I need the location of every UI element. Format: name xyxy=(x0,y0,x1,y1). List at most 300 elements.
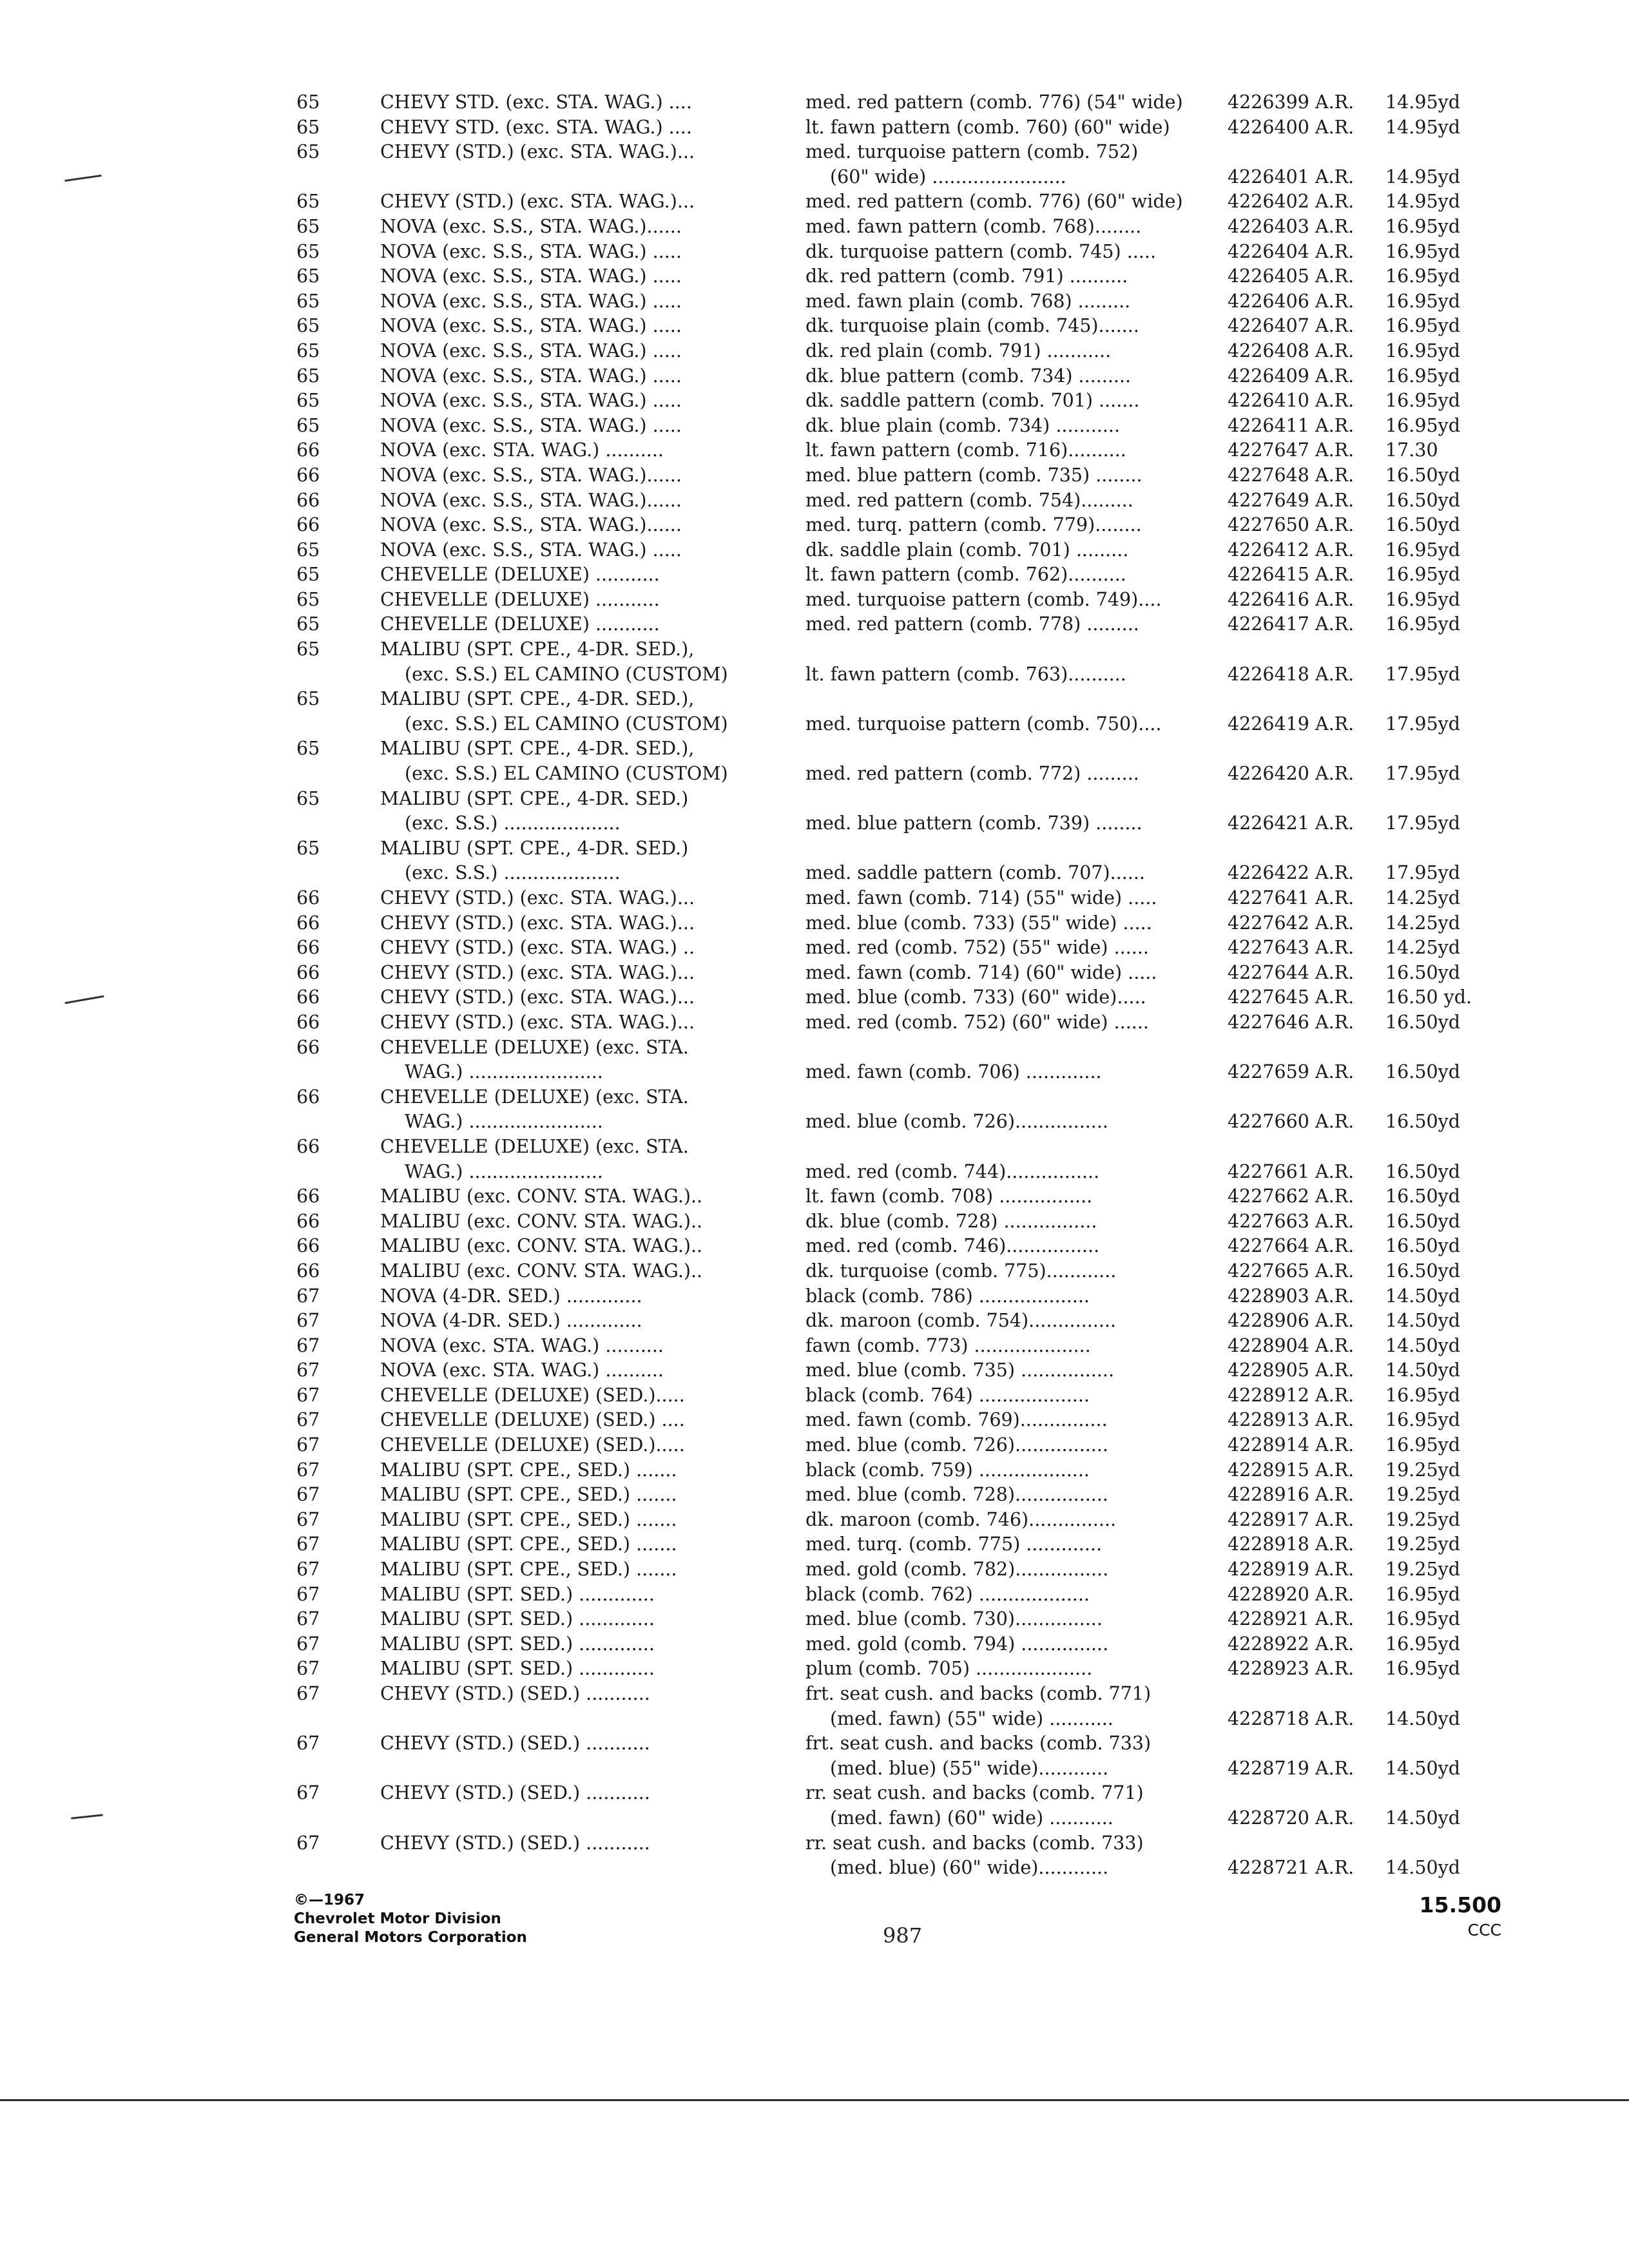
model-line: CHEVELLE (DELUXE) (SED.) .... xyxy=(380,1409,685,1431)
part-number: 4226400 A.R. xyxy=(1228,116,1354,138)
price-cell xyxy=(1385,985,1521,1010)
table-row xyxy=(296,612,1521,637)
spacer xyxy=(1228,1831,1385,1856)
table-row xyxy=(296,1408,1521,1433)
description-cell xyxy=(805,736,1228,786)
year-cell xyxy=(296,389,380,414)
year-cell xyxy=(296,787,380,836)
description-line: dk. red pattern (comb. 791) .......... xyxy=(805,265,1128,287)
spacer xyxy=(1228,140,1385,165)
model-line: MALIBU (SPT. CPE., SED.) ....... xyxy=(380,1533,677,1555)
price-value: 16.95yd xyxy=(1385,315,1460,337)
price-value: 14.50yd xyxy=(1385,1310,1460,1332)
model-line: MALIBU (SPT. CPE., SED.) ....... xyxy=(380,1559,677,1581)
description-cell xyxy=(805,463,1228,488)
table-row xyxy=(296,588,1521,613)
spacer xyxy=(1228,1035,1385,1061)
price-value: 14.25yd xyxy=(1385,887,1460,908)
table-row xyxy=(296,389,1521,414)
price-value: 16.95yd xyxy=(1385,1583,1460,1605)
model-line: CHEVY (STD.) (exc. STA. WAG.) .. xyxy=(380,937,695,959)
price-cell xyxy=(1385,364,1521,389)
section-number: 15.500 xyxy=(1419,1892,1501,1917)
year-cell xyxy=(296,886,380,911)
spacer xyxy=(1385,687,1521,712)
part-number: 4228916 A.R. xyxy=(1228,1484,1354,1506)
description-cell xyxy=(805,389,1228,414)
spacer xyxy=(805,1135,1228,1160)
description-cell xyxy=(805,1209,1228,1235)
part-number: 4227643 A.R. xyxy=(1228,937,1354,959)
price-value: 16.95yd xyxy=(1385,290,1460,312)
description-line: fawn (comb. 773) .................... xyxy=(805,1334,1091,1356)
table-row xyxy=(296,1383,1521,1408)
model-cell xyxy=(380,189,805,215)
model-cell xyxy=(380,1309,805,1334)
spacer xyxy=(1385,787,1521,812)
spacer xyxy=(1228,1135,1385,1160)
model-cell xyxy=(380,289,805,314)
description-cell xyxy=(805,1483,1228,1508)
part-number: 4226403 A.R. xyxy=(1228,215,1354,237)
part-number-cell xyxy=(1228,1458,1385,1483)
table-row xyxy=(296,513,1521,538)
part-number-cell xyxy=(1228,1781,1385,1831)
table-row xyxy=(296,1259,1521,1284)
model-line: MALIBU (SPT. SED.) ............. xyxy=(380,1658,655,1680)
price-cell xyxy=(1385,414,1521,439)
description-line: dk. maroon (comb. 746)............... xyxy=(805,1508,1117,1530)
part-number-cell xyxy=(1228,189,1385,215)
description-line: lt. fawn pattern (comb. 716).......... xyxy=(805,439,1126,461)
price-value: 16.50yd xyxy=(1385,961,1460,983)
part-number: 4228922 A.R. xyxy=(1228,1633,1354,1655)
price-value: 14.50yd xyxy=(1385,1285,1460,1307)
year-value: 65 xyxy=(296,91,320,113)
year-value: 66 xyxy=(296,439,320,461)
year-value: 65 xyxy=(296,340,320,361)
model-line: CHEVY (STD.) (SED.) ........... xyxy=(380,1733,650,1754)
part-number-cell xyxy=(1228,1483,1385,1508)
year-value: 66 xyxy=(296,1260,320,1282)
description-cell xyxy=(805,1557,1228,1582)
part-number-cell xyxy=(1228,1557,1385,1582)
price-cell xyxy=(1385,1209,1521,1235)
model-cell xyxy=(380,1209,805,1235)
year-value: 67 xyxy=(296,1633,320,1655)
model-cell xyxy=(380,339,805,364)
part-number-cell xyxy=(1228,1508,1385,1533)
year-cell xyxy=(296,736,380,786)
spacer xyxy=(1385,1831,1521,1856)
price-value: 19.25yd xyxy=(1385,1533,1460,1555)
part-number-cell xyxy=(1228,612,1385,637)
model-line: MALIBU (SPT. SED.) ............. xyxy=(380,1583,655,1605)
price-value: 16.50yd xyxy=(1385,489,1460,511)
model-line: CHEVY (STD.) (exc. STA. WAG.)... xyxy=(380,887,695,908)
description-cell xyxy=(805,1532,1228,1557)
part-number-cell xyxy=(1228,463,1385,488)
description-cell xyxy=(805,538,1228,563)
part-number: 4228919 A.R. xyxy=(1228,1559,1354,1581)
part-number-cell xyxy=(1228,414,1385,439)
price-cell xyxy=(1385,562,1521,588)
year-cell xyxy=(296,1010,380,1035)
year-cell xyxy=(296,961,380,986)
table-row xyxy=(296,438,1521,463)
part-number: 4226411 A.R. xyxy=(1228,414,1354,436)
year-cell xyxy=(296,438,380,463)
year-value: 65 xyxy=(296,738,320,760)
description-line: med. turq. (comb. 775) ............. xyxy=(805,1533,1103,1555)
year-cell xyxy=(296,1508,380,1533)
part-number: 4226412 A.R. xyxy=(1228,539,1354,561)
model-cell xyxy=(380,1831,805,1881)
part-number-cell xyxy=(1228,936,1385,961)
part-number: 4228906 A.R. xyxy=(1228,1310,1354,1332)
price-cell xyxy=(1385,911,1521,936)
spacer xyxy=(1385,140,1521,165)
year-cell xyxy=(296,1607,380,1632)
part-number: 4227663 A.R. xyxy=(1228,1210,1354,1232)
price-cell xyxy=(1385,787,1521,836)
part-number: 4227645 A.R. xyxy=(1228,986,1354,1008)
model-line: MALIBU (SPT. CPE., SED.) ....... xyxy=(380,1484,677,1506)
model-line: CHEVELLE (DELUXE) ........... xyxy=(380,564,660,586)
price-value: 16.95yd xyxy=(1385,1633,1460,1655)
price-cell xyxy=(1385,215,1521,240)
description-line: med. fawn (comb. 769)............... xyxy=(805,1409,1108,1431)
spacer xyxy=(805,1085,1228,1110)
year-value: 67 xyxy=(296,1559,320,1581)
part-number: 4228914 A.R. xyxy=(1228,1434,1354,1456)
table-row xyxy=(296,488,1521,514)
table-row xyxy=(296,1358,1521,1383)
year-cell xyxy=(296,985,380,1010)
price-cell xyxy=(1385,1135,1521,1184)
part-number: 4226420 A.R. xyxy=(1228,763,1354,785)
page-number: 987 xyxy=(883,1923,923,1948)
model-line: (exc. S.S.) .................... xyxy=(405,862,621,884)
year-value: 66 xyxy=(296,1210,320,1232)
description-line: plum (comb. 705) .................... xyxy=(805,1658,1093,1680)
description-line: med. red pattern (comb. 778) ......... xyxy=(805,613,1139,635)
price-cell xyxy=(1385,588,1521,613)
description-cell xyxy=(805,687,1228,736)
part-number-cell xyxy=(1228,1085,1385,1135)
price-cell xyxy=(1385,1657,1521,1682)
part-number-cell xyxy=(1228,289,1385,314)
part-number-cell xyxy=(1228,1234,1385,1259)
model-cell xyxy=(380,886,805,911)
part-number: 4228918 A.R. xyxy=(1228,1533,1354,1555)
spacer xyxy=(1385,1682,1521,1707)
description-line: frt. seat cush. and backs (comb. 733) xyxy=(805,1733,1152,1754)
year-cell xyxy=(296,215,380,240)
description-cell xyxy=(805,339,1228,364)
year-value: 67 xyxy=(296,1285,320,1307)
price-cell xyxy=(1385,463,1521,488)
model-line: NOVA (exc. STA. WAG.) .......... xyxy=(380,439,664,461)
description-line: dk. maroon (comb. 754)............... xyxy=(805,1310,1117,1332)
year-cell xyxy=(296,1731,380,1781)
year-value: 67 xyxy=(296,1533,320,1555)
price-cell xyxy=(1385,1433,1521,1458)
price-cell xyxy=(1385,1532,1521,1557)
year-value: 66 xyxy=(296,1235,320,1257)
year-cell xyxy=(296,637,380,687)
description-cell xyxy=(805,140,1228,189)
price-value: 16.95yd xyxy=(1385,1409,1460,1431)
description-cell xyxy=(805,562,1228,588)
price-cell xyxy=(1385,538,1521,563)
table-row xyxy=(296,1582,1521,1608)
year-cell xyxy=(296,1632,380,1657)
year-value: 65 xyxy=(296,365,320,387)
price-cell xyxy=(1385,736,1521,786)
spacer xyxy=(805,1035,1228,1061)
part-number-cell xyxy=(1228,364,1385,389)
description-line: med. turquoise pattern (comb. 749).... xyxy=(805,588,1162,610)
part-number-cell xyxy=(1228,562,1385,588)
description-cell xyxy=(805,1731,1228,1781)
model-line: MALIBU (SPT. SED.) ............. xyxy=(380,1633,655,1655)
section-code: CCC xyxy=(1467,1921,1501,1939)
description-line: lt. fawn pattern (comb. 762).......... xyxy=(805,564,1126,586)
description-cell xyxy=(805,961,1228,986)
description-line: (med. blue) (55" wide)............ xyxy=(830,1757,1109,1779)
description-line: med. turquoise pattern (comb. 750).... xyxy=(805,713,1162,735)
part-number: 4227646 A.R. xyxy=(1228,1011,1354,1033)
description-line: med. blue (comb. 730)............... xyxy=(805,1608,1103,1630)
model-cell xyxy=(380,1010,805,1035)
part-number-cell xyxy=(1228,140,1385,189)
corporation-name: General Motors Corporation xyxy=(294,1929,527,1946)
part-number-cell xyxy=(1228,1184,1385,1209)
model-cell xyxy=(380,115,805,140)
table-row xyxy=(296,463,1521,488)
description-cell xyxy=(805,1433,1228,1458)
description-line: (60" wide) ....................... xyxy=(830,166,1066,187)
price-cell xyxy=(1385,936,1521,961)
year-cell xyxy=(296,1334,380,1359)
description-cell xyxy=(805,787,1228,836)
model-cell xyxy=(380,240,805,265)
year-value: 65 xyxy=(296,564,320,586)
price-value: 19.25yd xyxy=(1385,1484,1460,1506)
model-line: NOVA (exc. S.S., STA. WAG.)...... xyxy=(380,464,682,486)
part-number-cell xyxy=(1228,985,1385,1010)
year-cell xyxy=(296,1184,380,1209)
spacer xyxy=(1385,836,1521,861)
model-line: CHEVY (STD.) (exc. STA. WAG.)... xyxy=(380,141,695,163)
description-cell xyxy=(805,1358,1228,1383)
spacer xyxy=(1228,687,1385,712)
year-cell xyxy=(296,1458,380,1483)
year-value: 65 xyxy=(296,390,320,412)
table-row xyxy=(296,1035,1521,1085)
year-value: 67 xyxy=(296,1484,320,1506)
description-line: med. gold (comb. 794) ............... xyxy=(805,1633,1109,1655)
model-cell xyxy=(380,314,805,339)
part-number: 4227660 A.R. xyxy=(1228,1111,1354,1133)
spacer xyxy=(805,736,1228,762)
part-number-cell xyxy=(1228,1433,1385,1458)
spacer xyxy=(1385,637,1521,662)
price-value: 16.50yd xyxy=(1385,1235,1460,1257)
part-number-cell xyxy=(1228,1035,1385,1085)
price-cell xyxy=(1385,1408,1521,1433)
table-row xyxy=(296,836,1521,886)
model-line: MALIBU (exc. CONV. STA. WAG.).. xyxy=(380,1186,703,1207)
year-value: 66 xyxy=(296,1135,320,1157)
table-row xyxy=(296,1309,1521,1334)
price-value: 16.95yd xyxy=(1385,1608,1460,1630)
price-value: 16.50yd xyxy=(1385,1160,1460,1182)
part-number-cell xyxy=(1228,215,1385,240)
price-cell xyxy=(1385,1458,1521,1483)
description-line: dk. saddle plain (comb. 701) ......... xyxy=(805,539,1129,561)
model-cell xyxy=(380,588,805,613)
model-cell xyxy=(380,1582,805,1608)
price-value: 14.95yd xyxy=(1385,166,1460,187)
model-cell xyxy=(380,1358,805,1383)
part-number: 4226402 A.R. xyxy=(1228,191,1354,213)
year-value: 67 xyxy=(296,1310,320,1332)
model-line: CHEVELLE (DELUXE) (exc. STA. xyxy=(380,1036,689,1058)
year-cell xyxy=(296,463,380,488)
price-value: 14.25yd xyxy=(1385,912,1460,934)
description-line: med. fawn (comb. 706) ............. xyxy=(805,1061,1102,1083)
year-value: 66 xyxy=(296,464,320,486)
year-cell xyxy=(296,687,380,736)
description-cell xyxy=(805,1632,1228,1657)
model-cell xyxy=(380,985,805,1010)
model-line: MALIBU (SPT. CPE., SED.) ....... xyxy=(380,1459,677,1481)
model-cell xyxy=(380,364,805,389)
year-value: 65 xyxy=(296,290,320,312)
year-value: 67 xyxy=(296,1782,320,1804)
model-cell xyxy=(380,787,805,836)
price-cell xyxy=(1385,1383,1521,1408)
model-line: MALIBU (SPT. SED.) ............. xyxy=(380,1608,655,1630)
table-row xyxy=(296,1532,1521,1557)
model-cell xyxy=(380,1781,805,1831)
year-cell xyxy=(296,1483,380,1508)
model-cell xyxy=(380,562,805,588)
year-cell xyxy=(296,140,380,189)
table-row xyxy=(296,240,1521,265)
description-line: med. blue (comb. 728)................ xyxy=(805,1484,1108,1506)
year-cell xyxy=(296,488,380,514)
price-cell xyxy=(1385,264,1521,289)
table-row xyxy=(296,1731,1521,1781)
part-number-cell xyxy=(1228,389,1385,414)
year-cell xyxy=(296,836,380,886)
spacer xyxy=(1385,1085,1521,1110)
description-line: black (comb. 786) ................... xyxy=(805,1285,1090,1307)
price-cell xyxy=(1385,1085,1521,1135)
year-value: 65 xyxy=(296,141,320,163)
part-number: 4228923 A.R. xyxy=(1228,1658,1354,1680)
price-cell xyxy=(1385,314,1521,339)
price-cell xyxy=(1385,1781,1521,1831)
model-line: NOVA (exc. S.S., STA. WAG.) ..... xyxy=(380,414,682,436)
spacer xyxy=(1385,736,1521,762)
year-cell xyxy=(296,414,380,439)
part-number-cell xyxy=(1228,1135,1385,1184)
spacer xyxy=(1228,1731,1385,1756)
year-value: 65 xyxy=(296,414,320,436)
year-cell xyxy=(296,1383,380,1408)
description-line: med. red pattern (comb. 776) (54" wide) xyxy=(805,91,1183,113)
model-line: NOVA (exc. S.S., STA. WAG.)...... xyxy=(380,215,682,237)
description-cell xyxy=(805,1781,1228,1831)
description-cell xyxy=(805,1508,1228,1533)
model-line: CHEVELLE (DELUXE) (exc. STA. xyxy=(380,1135,689,1157)
part-number-cell xyxy=(1228,1632,1385,1657)
part-number: 4226404 A.R. xyxy=(1228,240,1354,262)
spacer xyxy=(1228,1781,1385,1806)
description-line: med. blue (comb. 726)................ xyxy=(805,1111,1108,1133)
year-value: 65 xyxy=(296,837,320,859)
part-number: 4227649 A.R. xyxy=(1228,489,1354,511)
price-value: 17.95yd xyxy=(1385,812,1460,834)
table-row xyxy=(296,911,1521,936)
model-cell xyxy=(380,936,805,961)
description-line: (med. fawn) (55" wide) ........... xyxy=(830,1707,1113,1729)
part-number: 4228917 A.R. xyxy=(1228,1508,1354,1530)
year-value: 65 xyxy=(296,588,320,610)
year-cell xyxy=(296,1259,380,1284)
part-number-cell xyxy=(1228,836,1385,886)
model-cell xyxy=(380,1657,805,1682)
table-row xyxy=(296,1334,1521,1359)
model-line: CHEVELLE (DELUXE) ........... xyxy=(380,588,660,610)
description-line: black (comb. 764) ................... xyxy=(805,1384,1090,1406)
part-number-cell xyxy=(1228,115,1385,140)
year-value: 65 xyxy=(296,315,320,337)
part-number: 4228920 A.R. xyxy=(1228,1583,1354,1605)
price-value: 16.50 yd. xyxy=(1385,986,1472,1008)
year-value: 65 xyxy=(296,613,320,635)
part-number-cell xyxy=(1228,1010,1385,1035)
year-value: 66 xyxy=(296,937,320,959)
part-number-cell xyxy=(1228,488,1385,514)
description-line: med. blue (comb. 726)................ xyxy=(805,1434,1108,1456)
division-name: Chevrolet Motor Division xyxy=(294,1910,501,1927)
year-value: 66 xyxy=(296,961,320,983)
description-cell xyxy=(805,1334,1228,1359)
description-line: med. fawn (comb. 714) (55" wide) ..... xyxy=(805,887,1157,908)
table-row xyxy=(296,1284,1521,1309)
year-value: 67 xyxy=(296,1459,320,1481)
description-line: med. fawn plain (comb. 768) ......... xyxy=(805,290,1131,312)
part-number-cell xyxy=(1228,588,1385,613)
model-cell xyxy=(380,1408,805,1433)
part-number-cell xyxy=(1228,1358,1385,1383)
year-value: 67 xyxy=(296,1434,320,1456)
model-line: CHEVY (STD.) (exc. STA. WAG.)... xyxy=(380,986,695,1008)
description-cell xyxy=(805,936,1228,961)
section-block xyxy=(1418,1891,1501,1941)
part-number-cell xyxy=(1228,1657,1385,1682)
table-row xyxy=(296,1781,1521,1831)
part-number: 4227659 A.R. xyxy=(1228,1061,1354,1083)
year-value: 65 xyxy=(296,787,320,809)
table-row xyxy=(296,1607,1521,1632)
year-value: 65 xyxy=(296,688,320,710)
